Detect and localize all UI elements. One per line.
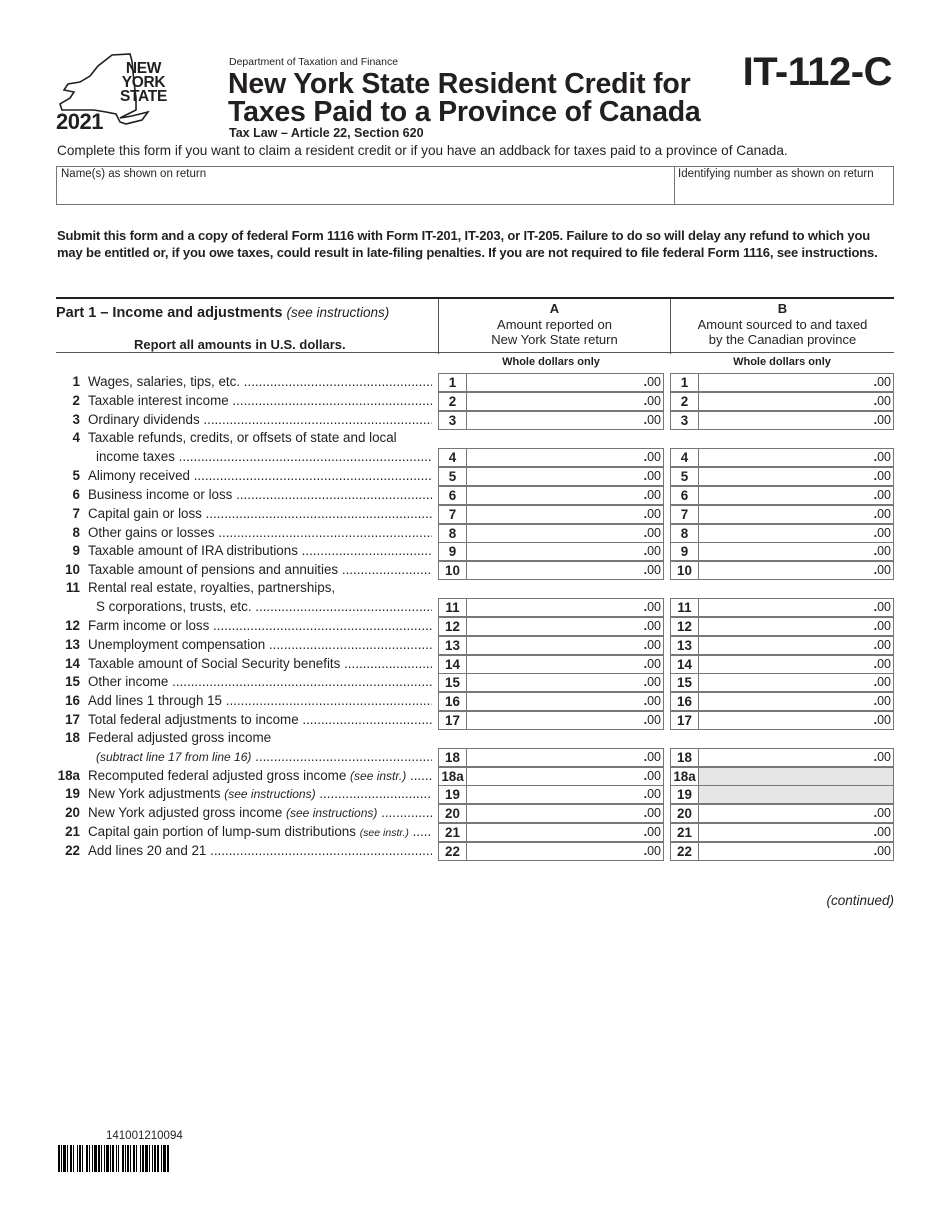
line-9-column-a-field[interactable] xyxy=(438,542,664,561)
line-number: 3 xyxy=(72,412,80,427)
line-4-label-row xyxy=(56,429,894,448)
line-number: 2 xyxy=(72,393,80,408)
line-6-row xyxy=(56,486,894,505)
line-number: 14 xyxy=(65,656,80,671)
line-number: 5 xyxy=(72,468,80,483)
box-number: 11 xyxy=(671,599,699,616)
line-11-column-b-field[interactable] xyxy=(670,598,894,617)
line-15-column-b-field[interactable] xyxy=(670,673,894,692)
line-label: Add lines 1 through 15 ..... xyxy=(88,693,432,708)
line-number: 19 xyxy=(65,786,80,801)
box-number: 12 xyxy=(439,618,467,635)
line-14-column-b-field[interactable] xyxy=(670,655,894,674)
shaded-area xyxy=(699,768,893,785)
box-number: 3 xyxy=(671,412,699,429)
box-number: 19 xyxy=(439,786,467,803)
box-number: 10 xyxy=(439,562,467,579)
box-number: 11 xyxy=(439,599,467,616)
line-number: 6 xyxy=(72,487,80,502)
line-label: New York adjustments (see instructions) ..... xyxy=(88,786,432,801)
barcode xyxy=(58,1145,170,1172)
tax-year: 2021 xyxy=(56,109,103,134)
amount-value[interactable]: .00 xyxy=(873,750,891,764)
form-title: New York State Resident Credit for Taxes Paid to a Province of Canada xyxy=(228,68,701,128)
line-6-column-b-field[interactable] xyxy=(670,486,894,505)
line-11-label-row xyxy=(56,579,894,598)
line-5-column-a-field[interactable] xyxy=(438,467,664,486)
amount-value[interactable]: .00 xyxy=(643,413,661,427)
line-label: Ordinary dividends ..... xyxy=(88,412,432,427)
amount-value[interactable]: .00 xyxy=(873,675,891,689)
amount-value[interactable]: .00 xyxy=(873,563,891,577)
box-number: 8 xyxy=(439,525,467,542)
box-number: 13 xyxy=(671,637,699,654)
department-name: Department of Taxation and Finance xyxy=(229,56,399,68)
line-label: Capital gain or loss ..... xyxy=(88,506,432,521)
line-number: 12 xyxy=(65,618,80,633)
line-1-column-b-field[interactable] xyxy=(670,373,894,392)
line-3-column-b-field[interactable] xyxy=(670,411,894,430)
amount-value[interactable]: .00 xyxy=(643,450,661,464)
tax-law-reference: Tax Law – Article 22, Section 620 xyxy=(229,126,424,140)
box-number: 21 xyxy=(671,824,699,841)
report-currency-note: Report all amounts in U.S. dollars. xyxy=(134,337,346,352)
line-8-row xyxy=(56,524,894,543)
box-number: 10 xyxy=(671,562,699,579)
box-number: 6 xyxy=(439,487,467,504)
amount-value[interactable]: .00 xyxy=(873,488,891,502)
box-number: 18a xyxy=(671,768,699,785)
box-number: 9 xyxy=(439,543,467,560)
amount-value[interactable]: .00 xyxy=(873,638,891,652)
amount-value[interactable]: .00 xyxy=(643,769,661,783)
amount-value[interactable]: .00 xyxy=(873,413,891,427)
amount-value[interactable]: .00 xyxy=(643,394,661,408)
logo-wordmark: NEW YORK STATE xyxy=(120,60,168,105)
line-3-row xyxy=(56,411,894,430)
nys-logo xyxy=(54,52,184,132)
line-14-row xyxy=(56,655,894,674)
box-number: 5 xyxy=(439,468,467,485)
form-instructions: Complete this form if you want to claim a resident credit or if you have an addback for taxes paid to a province of Canada. xyxy=(57,143,788,158)
line-17-column-b-field[interactable] xyxy=(670,711,894,730)
box-number: 21 xyxy=(439,824,467,841)
box-number: 20 xyxy=(439,805,467,822)
barcode-bar xyxy=(169,1145,170,1172)
line-label-continued: S corporations, trusts, etc. ..... xyxy=(96,599,432,614)
line-label: Other income ..... xyxy=(88,674,432,689)
box-number: 17 xyxy=(671,712,699,729)
column-b-unit: Whole dollars only xyxy=(733,356,831,368)
box-number: 20 xyxy=(671,805,699,822)
line-20-column-a-field[interactable] xyxy=(438,804,664,823)
box-number: 14 xyxy=(439,656,467,673)
line-2-row xyxy=(56,392,894,411)
amount-value[interactable]: .00 xyxy=(873,450,891,464)
box-number: 18 xyxy=(439,749,467,766)
box-number: 7 xyxy=(439,506,467,523)
line-20-row xyxy=(56,804,894,823)
line-19-row xyxy=(56,785,894,804)
line-17-row xyxy=(56,711,894,730)
amount-value[interactable]: .00 xyxy=(873,806,891,820)
line-label: Capital gain portion of lump-sum distributions (see instr.) ..... xyxy=(88,824,432,839)
line-22-column-a-field[interactable] xyxy=(438,842,664,861)
line-21-column-a-field[interactable] xyxy=(438,823,664,842)
box-number: 18 xyxy=(671,749,699,766)
line-number: 11 xyxy=(65,580,80,596)
line-label: Add lines 20 and 21 ..... xyxy=(88,843,432,858)
line-label: Unemployment compensation ..... xyxy=(88,637,432,652)
line-number: 1 xyxy=(72,374,80,389)
column-b-header: B Amount sourced to and taxed by the Canadian province xyxy=(670,299,894,354)
line-note: (see instr.) xyxy=(350,769,407,783)
line-label: Other gains or losses ..... xyxy=(88,525,432,540)
line-5-column-b-field[interactable] xyxy=(670,467,894,486)
line-number: 18 xyxy=(65,730,80,746)
box-number: 15 xyxy=(439,674,467,691)
line-label-continued: (subtract line 17 from line 16) ..... xyxy=(96,749,432,764)
line-3-column-a-field[interactable] xyxy=(438,411,664,430)
line-18-row xyxy=(56,748,894,767)
amount-value[interactable]: .00 xyxy=(873,657,891,671)
line-15-row xyxy=(56,673,894,692)
shaded-area xyxy=(699,786,893,803)
amount-value[interactable]: .00 xyxy=(643,507,661,521)
box-number: 13 xyxy=(439,637,467,654)
box-number: 6 xyxy=(671,487,699,504)
line-label: Taxable interest income ..... xyxy=(88,393,432,408)
line-13-column-b-field[interactable] xyxy=(670,636,894,655)
line-label-continued: income taxes ..... xyxy=(96,449,432,464)
line-10-row xyxy=(56,561,894,580)
line-number: 7 xyxy=(72,506,80,521)
line-note: (see instr.) xyxy=(359,827,409,839)
amount-value[interactable]: .00 xyxy=(873,394,891,408)
continued-note: (continued) xyxy=(826,893,894,908)
line-15-column-a-field[interactable] xyxy=(438,673,664,692)
line-label: Alimony received ..... xyxy=(88,468,432,483)
amount-value[interactable]: .00 xyxy=(643,375,661,389)
line-number: 9 xyxy=(72,543,80,558)
line-7-column-b-field[interactable] xyxy=(670,505,894,524)
line-number: 18a xyxy=(57,768,80,783)
box-number: 15 xyxy=(671,674,699,691)
line-1-column-a-field[interactable] xyxy=(438,373,664,392)
line-2-column-b-field[interactable] xyxy=(670,392,894,411)
column-a-header: A Amount reported on New York State return xyxy=(438,299,670,354)
amount-value[interactable]: .00 xyxy=(643,469,661,483)
name-field-label: Name(s) as shown on return xyxy=(61,168,207,180)
line-1-row xyxy=(56,373,894,392)
amount-value[interactable]: .00 xyxy=(873,844,891,858)
part1-title-note: (see instructions) xyxy=(286,305,390,320)
line-label: Rental real estate, royalties, partnerships, xyxy=(88,580,336,596)
box-number: 22 xyxy=(439,843,467,860)
box-number: 8 xyxy=(671,525,699,542)
line-18-column-a-field[interactable] xyxy=(438,748,664,767)
amount-value[interactable]: .00 xyxy=(643,600,661,614)
line-10-column-a-field[interactable] xyxy=(438,561,664,580)
amount-value[interactable]: .00 xyxy=(873,544,891,558)
box-number: 2 xyxy=(439,393,467,410)
line-label: Taxable amount of Social Security benefits ..... xyxy=(88,656,432,671)
box-number: 17 xyxy=(439,712,467,729)
part1-title: Part 1 – Income and adjustments (see instructions) xyxy=(56,305,390,321)
amount-value[interactable]: .00 xyxy=(643,825,661,839)
line-note: (see instructions) xyxy=(224,787,316,801)
box-number: 4 xyxy=(439,449,467,466)
line-label: Business income or loss ..... xyxy=(88,487,432,502)
line-5-row xyxy=(56,467,894,486)
line-8-column-b-field[interactable] xyxy=(670,524,894,543)
amount-value[interactable]: .00 xyxy=(643,488,661,502)
box-number: 12 xyxy=(671,618,699,635)
amount-value[interactable]: .00 xyxy=(873,713,891,727)
line-number: 10 xyxy=(65,562,80,577)
amount-value[interactable]: .00 xyxy=(643,563,661,577)
part1-header xyxy=(56,297,894,353)
amount-value[interactable]: .00 xyxy=(873,825,891,839)
line-13-row xyxy=(56,636,894,655)
line-label: Taxable amount of pensions and annuities ..... xyxy=(88,562,432,577)
amount-value[interactable]: .00 xyxy=(873,469,891,483)
line-20-column-b-field[interactable] xyxy=(670,804,894,823)
barcode-number: 141001210094 xyxy=(106,1130,183,1142)
line-label: Taxable amount of IRA distributions ..... xyxy=(88,543,432,558)
amount-value[interactable]: .00 xyxy=(643,657,661,671)
line-number: 17 xyxy=(65,712,80,727)
box-number: 1 xyxy=(671,374,699,391)
line-21-row xyxy=(56,823,894,842)
amount-value[interactable]: .00 xyxy=(873,694,891,708)
box-number: 2 xyxy=(671,393,699,410)
line-6-column-a-field[interactable] xyxy=(438,486,664,505)
form-number: IT-112-C xyxy=(742,50,892,94)
amount-value[interactable]: .00 xyxy=(643,619,661,633)
line-13-column-a-field[interactable] xyxy=(438,636,664,655)
line-number: 16 xyxy=(65,693,80,708)
line-8-column-a-field[interactable] xyxy=(438,524,664,543)
line-19-column-a-field[interactable] xyxy=(438,785,664,804)
line-18a-column-a-field[interactable] xyxy=(438,767,664,786)
line-12-column-b-field[interactable] xyxy=(670,617,894,636)
line-18-label-row xyxy=(56,729,894,748)
amount-value[interactable]: .00 xyxy=(643,694,661,708)
box-number: 16 xyxy=(439,693,467,710)
line-18-column-b-field[interactable] xyxy=(670,748,894,767)
line-label: Total federal adjustments to income ..... xyxy=(88,712,432,727)
line-7-row xyxy=(56,505,894,524)
line-label: Federal adjusted gross income xyxy=(88,730,272,746)
line-number: 13 xyxy=(65,637,80,652)
amount-value[interactable]: .00 xyxy=(643,675,661,689)
amount-value[interactable]: .00 xyxy=(643,544,661,558)
name-field[interactable] xyxy=(57,167,675,204)
line-label: Farm income or loss ..... xyxy=(88,618,432,633)
line-21-column-b-field[interactable] xyxy=(670,823,894,842)
amount-value[interactable]: .00 xyxy=(873,619,891,633)
line-11-row xyxy=(56,598,894,617)
amount-value[interactable]: .00 xyxy=(643,638,661,652)
box-number: 9 xyxy=(671,543,699,560)
line-17-column-a-field[interactable] xyxy=(438,711,664,730)
box-number: 5 xyxy=(671,468,699,485)
line-16-row xyxy=(56,692,894,711)
line-19-column-b-field-shaded xyxy=(670,785,894,804)
line-12-row xyxy=(56,617,894,636)
box-number: 14 xyxy=(671,656,699,673)
line-7-column-a-field[interactable] xyxy=(438,505,664,524)
line-18a-row xyxy=(56,767,894,786)
line-16-column-a-field[interactable] xyxy=(438,692,664,711)
box-number: 4 xyxy=(671,449,699,466)
amount-value[interactable]: .00 xyxy=(873,507,891,521)
line-12-column-a-field[interactable] xyxy=(438,617,664,636)
line-label: Wages, salaries, tips, etc. ..... xyxy=(88,374,432,389)
amount-value[interactable]: .00 xyxy=(873,600,891,614)
taxpayer-info-box xyxy=(56,166,894,205)
box-number: 22 xyxy=(671,843,699,860)
line-4-column-b-field[interactable] xyxy=(670,448,894,467)
amount-value[interactable]: .00 xyxy=(643,526,661,540)
box-number: 16 xyxy=(671,693,699,710)
amount-value[interactable]: .00 xyxy=(643,750,661,764)
identifying-number-field[interactable] xyxy=(675,167,893,204)
line-number: 22 xyxy=(65,843,80,858)
line-note: (see instructions) xyxy=(286,806,378,820)
line-4-column-a-field[interactable] xyxy=(438,448,664,467)
amount-value[interactable]: .00 xyxy=(643,787,661,801)
column-a-unit: Whole dollars only xyxy=(502,356,600,368)
line-22-row xyxy=(56,842,894,861)
line-label: New York adjusted gross income (see instructions) ..... xyxy=(88,805,432,820)
line-10-column-b-field[interactable] xyxy=(670,561,894,580)
line-number: 4 xyxy=(72,430,80,446)
line-11-column-a-field[interactable] xyxy=(438,598,664,617)
line-number: 21 xyxy=(65,824,80,839)
box-number: 3 xyxy=(439,412,467,429)
line-4-row xyxy=(56,448,894,467)
line-9-column-b-field[interactable] xyxy=(670,542,894,561)
submit-notice: Submit this form and a copy of federal Form 1116 with Form IT-201, IT-203, or IT-205. Failure to do so will delay any refund to which you may be entitled or, if you owe taxes, could result in late-filing penalties. If you are not required to file federal Form 1116, see instructions. xyxy=(57,228,878,260)
amount-value[interactable]: .00 xyxy=(643,844,661,858)
line-label: Taxable refunds, credits, or offsets of state and local xyxy=(88,430,397,446)
amount-value[interactable]: .00 xyxy=(873,526,891,540)
line-2-column-a-field[interactable] xyxy=(438,392,664,411)
amount-value[interactable]: .00 xyxy=(643,713,661,727)
amount-value[interactable]: .00 xyxy=(643,806,661,820)
box-number: 19 xyxy=(671,786,699,803)
line-label: Recomputed federal adjusted gross income (see instr.) ..... xyxy=(88,768,432,783)
line-16-column-b-field[interactable] xyxy=(670,692,894,711)
line-18a-column-b-field-shaded xyxy=(670,767,894,786)
box-number: 7 xyxy=(671,506,699,523)
line-14-column-a-field[interactable] xyxy=(438,655,664,674)
line-number: 8 xyxy=(72,525,80,540)
line-number: 20 xyxy=(65,805,80,820)
line-9-row xyxy=(56,542,894,561)
box-number: 18a xyxy=(439,768,467,785)
box-number: 1 xyxy=(439,374,467,391)
line-22-column-b-field[interactable] xyxy=(670,842,894,861)
identifying-number-label: Identifying number as shown on return xyxy=(678,168,874,180)
amount-value[interactable]: .00 xyxy=(873,375,891,389)
line-number: 15 xyxy=(65,674,80,689)
